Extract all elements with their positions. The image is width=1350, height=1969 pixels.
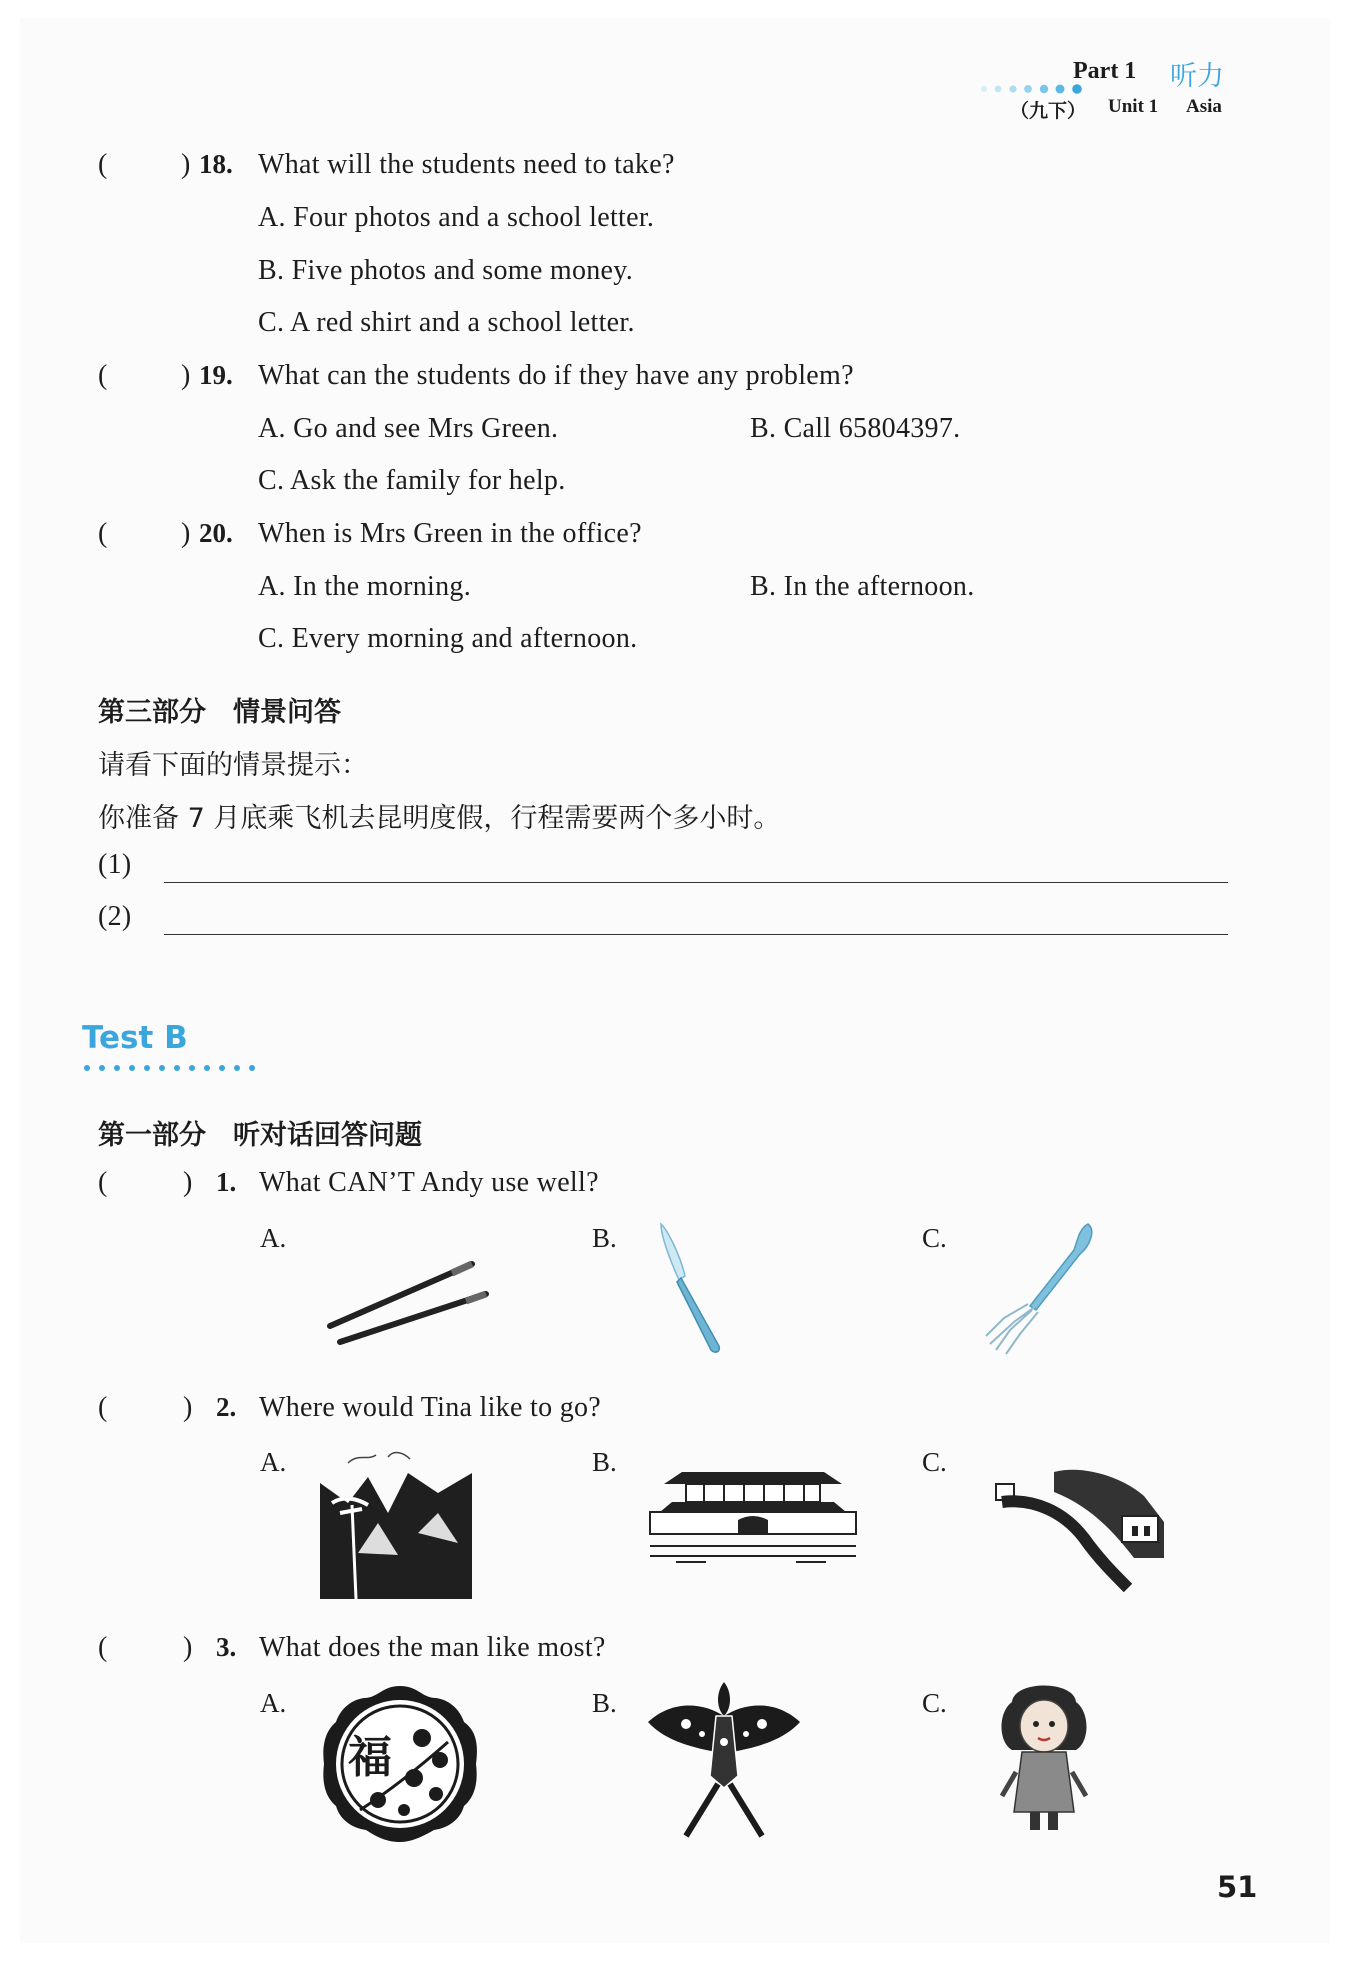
header-dots-decoration — [978, 82, 1088, 96]
answer-line-2[interactable] — [164, 934, 1228, 935]
header-section: 听力 — [1170, 61, 1224, 92]
question-text: What does the man like most? — [259, 1632, 606, 1663]
option-a: A. — [260, 1223, 287, 1253]
question-number: 1. — [216, 1167, 237, 1197]
answer-paren-close: ) — [181, 360, 191, 391]
option-b: B. Call 65804397. — [750, 413, 961, 444]
part3-scenario: 你准备 7 月底乘飞机去昆明度假，行程需要两个多小时。 — [98, 803, 781, 834]
question-number: 20. — [199, 518, 233, 548]
option-c: C. A red shirt and a school letter. — [258, 307, 635, 338]
part3-heading: 第三部分 情景问答 — [98, 697, 341, 728]
opera-figure-icon — [994, 1672, 1094, 1834]
paper-cutting-fu-icon — [318, 1682, 482, 1846]
great-wall-icon — [994, 1462, 1170, 1592]
option-c: C. Every morning and afternoon. — [258, 623, 638, 654]
answer-paren-close: ) — [183, 1632, 193, 1663]
fu-character: 福 — [348, 1732, 392, 1783]
question-text: Where would Tina like to go? — [259, 1392, 602, 1423]
answer-line-1[interactable] — [164, 882, 1228, 883]
answer-paren-close: ) — [183, 1167, 193, 1198]
blank-label-2: (2) — [98, 901, 132, 932]
kite-icon — [646, 1672, 802, 1840]
tiananmen-icon — [646, 1450, 860, 1564]
answer-paren-open[interactable]: ( — [98, 1167, 108, 1198]
option-c: C. — [922, 1688, 947, 1718]
option-a: A. Go and see Mrs Green. — [258, 413, 559, 444]
mountain-pine-icon — [318, 1443, 474, 1599]
option-b: B. — [592, 1688, 617, 1718]
question-text: When is Mrs Green in the office? — [258, 518, 642, 549]
test-b-title: Test B — [82, 1020, 188, 1056]
option-b: B. In the afternoon. — [750, 571, 975, 602]
answer-paren-open[interactable]: ( — [98, 1632, 108, 1663]
answer-paren-close: ) — [183, 1392, 193, 1423]
option-c: C. — [922, 1223, 947, 1253]
option-a: A. Four photos and a school letter. — [258, 202, 655, 233]
option-c: C. — [922, 1447, 947, 1477]
header-grade: （九下） — [1010, 101, 1087, 122]
option-b: B. Five photos and some money. — [258, 255, 634, 286]
fork-icon — [980, 1218, 1100, 1358]
question-number: 19. — [199, 360, 233, 390]
option-b: B. — [592, 1223, 617, 1253]
answer-paren-close: ) — [181, 518, 191, 549]
chopsticks-icon — [326, 1250, 494, 1350]
header-unit: Unit 1 — [1108, 96, 1159, 117]
option-c: C. Ask the family for help. — [258, 465, 566, 496]
question-text: What CAN’T Andy use well? — [259, 1167, 599, 1198]
test-b-dots-decoration — [82, 1062, 282, 1074]
option-a: A. — [260, 1447, 287, 1477]
test-b-part1-heading: 第一部分 听对话回答问题 — [98, 1120, 422, 1151]
knife-icon — [655, 1218, 735, 1358]
answer-paren-open[interactable]: ( — [98, 149, 108, 180]
blank-label-1: (1) — [98, 849, 132, 880]
question-text: What can the students do if they have any problem? — [258, 360, 854, 391]
part3-prompt: 请看下面的情景提示： — [98, 750, 368, 781]
header-topic: Asia — [1186, 96, 1222, 117]
page-number: 51 — [1217, 1870, 1258, 1904]
answer-paren-open[interactable]: ( — [98, 360, 108, 391]
option-a: A. In the morning. — [258, 571, 472, 602]
question-number: 18. — [199, 149, 233, 179]
answer-paren-close: ) — [181, 149, 191, 180]
option-b: B. — [592, 1447, 617, 1477]
header-part: Part 1 — [1073, 58, 1137, 84]
question-number: 3. — [216, 1632, 237, 1662]
question-number: 2. — [216, 1392, 237, 1422]
answer-paren-open[interactable]: ( — [98, 1392, 108, 1423]
answer-paren-open[interactable]: ( — [98, 518, 108, 549]
question-text: What will the students need to take? — [258, 149, 675, 180]
option-a: A. — [260, 1688, 287, 1718]
